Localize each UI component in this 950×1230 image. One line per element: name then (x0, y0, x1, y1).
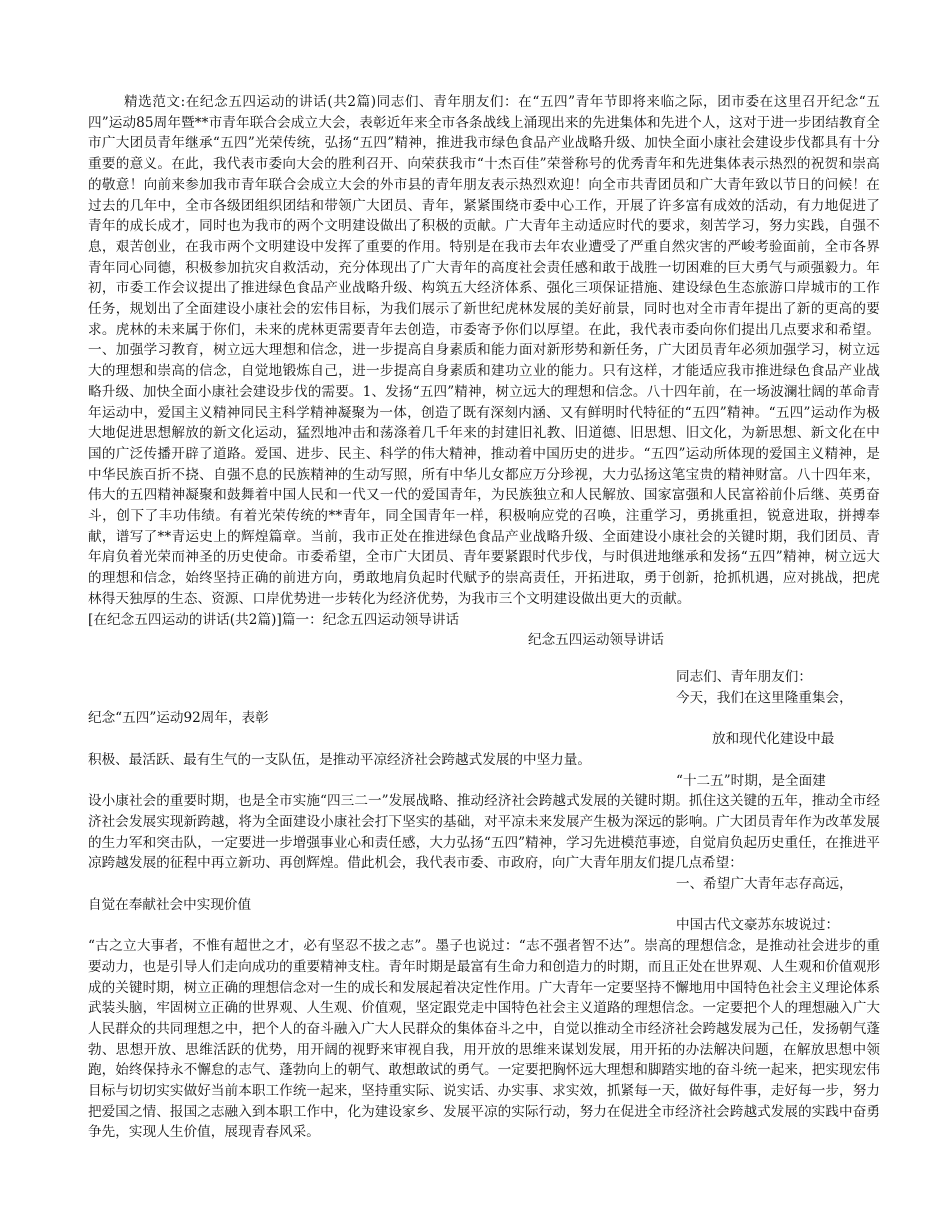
today-line: 今天，我们在这里隆重集会， (676, 689, 853, 706)
commemorate-line: 纪念“五四”运动92周年，表彰 (88, 710, 269, 727)
active-line: 积极、最活跃、最有生气的一支队伍，是推动平凉经济社会跨越式发展的中坚力量。 (88, 751, 591, 768)
five-year-paragraph: 设小康社会的重要时期，也是全市实施“四三二一”发展战略、推动经济社会跨越式发展的关键时期。抓住这关键的五年，推动全市经济社会发展实现新跨越，将为全面建设小康社会打下坚实的基础，对平凉未来发展产生极为深远的影响。广大团员青年作为改革发展的生力军和突击队，一定要进一步增强事业心和责任感，大力弘扬“五四”精神，学习先进模范事迹，自觉肩负起历史重任，在推进平凉跨越发展的征程中再立新功、再创辉煌。借此机会，我代表市委、市政府，向广大青年朋友们提几点希望： (88, 793, 880, 872)
five-year-line: “十二五”时期，是全面建 (676, 772, 826, 789)
ideal-paragraph: “古之立大事者，不惟有超世之才，必有坚忍不拔之志”。墨子也说过：“志不强者智不达”。崇高的理想信念，是推动社会进步的重要动力，也是引导人们走向成功的重要精神支柱。青年时期是最富有生命力和创造力的时期，而且正处在世界观、人生观和价值观形成的关键时期，树立正确的理想信念对一生的成长和发展起着决定性作用。广大青年一定要坚持不懈地用中国特色社会主义理论体系武装头脑，牢固树立正确的世界观、人生观、价值观，坚定跟党走中国特色社会主义道路的理想信念。一定要把个人的理想融入广大人民群众的共同理想之中，把个人的奋斗融入广大人民群众的集体奋斗之中，自觉以推动全市经济社会跨越发展为己任，发扬朝气蓬勃、思想开放、思维活跃的优势，用开阔的视野来审视自我，用开放的思维来谋划发展，用开拓的办法解决问题，在解放思想中领跑，始终保持永不懈怠的志气、蓬勃向上的朝气、敢想敢试的勇气。一定要把胸怀远大理想和脚踏实地的奋斗统一起来，把实现宏伟目标与切切实实做好当前本职工作统一起来，坚持重实际、说实话、办实事、求实效，抓紧每一天，做好每件事，走好每一步，努力把爱国之情、报国之志融入到本职工作中，化为建设家乡、发展平凉的实际行动，努力在促进全市经济社会跨越式发展的实践中奋勇争先，实现人生价值，展现青春风采。 (88, 938, 880, 1141)
value-line: 自觉在奉献社会中实现价值 (88, 896, 252, 913)
part-link[interactable]: [在纪念五四运动的讲话(共2篇)]篇一：纪念五四运动领导讲话 (88, 611, 460, 628)
spacer (88, 651, 880, 667)
reform-line: 放和现代化建设中最 (712, 731, 835, 748)
sudongpo-line: 中国古代文豪苏东坡说过： (676, 917, 840, 934)
document-page (88, 92, 880, 1143)
hope-one-line: 一、希望广大青年志存高远， (676, 876, 853, 893)
speech-title: 纪念五四运动领导讲话 (528, 632, 664, 649)
intro-paragraph: 精选范文:在纪念五四运动的讲话(共2篇)同志们、青年朋友们：在“五四”青年节即将来临之际，团市委在这里召开纪念“五四”运动85周年暨**市青年联合会成立大会，表彰近年来全市各条战线上涌现出来的先进集体和先进个人，这对于进一步团结教育全市广大团员青年继承“五四”光荣传统，弘扬“五四”精神，推进我市绿色食品产业战略升级、加快全面小康社会建设步伐都具有十分重要的意义。在此，我代表市委向大会的胜利召开、向荣获我市“十杰百佳”荣誉称号的优秀青年和先进集体表示热烈的祝贺和崇高的敬意！向前来参加我市青年联合会成立大会的外市县的青年朋友表示热烈欢迎！向全市共青团员和广大青年致以节日的问候！在过去的几年中，全市各级团组织团结和带领广大团员、青年，紧紧围绕市委中心工作，开展了许多富有成效的活动，有力地促进了青年的成长成才，同时也为我市的两个文明建设做出了积极的贡献。广大青年主动适应时代的要求，刻苦学习，努力实践，自强不息，艰苦创业，在我市两个文明建设中发挥了重要的作用。特别是在我市去年农业遭受了严重自然灾害的严峻考验面前，全市各界青年同心同德，积极参加抗灾自救活动，充分体现出了广大青年的高度社会责任感和敢于战胜一切困难的巨大勇气与顽强毅力。年初，市委工作会议提出了推进绿色食品产业战略升级、构筑五大经济体系、强化三项保证措施、建设绿色生态旅游口岸城市的工作任务，规划出了全面建设小康社会的宏伟目标，为我们展示了新世纪虎林发展的美好前景，同时也对全市青年提出了新的更高的要求。虎林的未来属于你们，未来的虎林更需要青年去创造，市委寄予你们以厚望。在此，我代表市委向你们提出几点要求和希望。一、加强学习教育，树立远大理想和信念，进一步提高自身素质和能力面对新形势和新任务，广大团员青年必须加强学习，树立远大的理想和崇高的信念，自觉地锻炼自己，进一步提高自身素质和建功立业的能力。只有这样，才能适应我市推进绿色食品产业战略升级、加快全面小康社会建设步伐的需要。1、发扬“五四”精神，树立远大的理想和信念。八十四年前，在一场波澜壮阔的革命青年运动中，爱国主义精神同民主科学精神凝聚为一体，创造了既有深刻内涵、又有鲜明时代特征的“五四”精神。“五四”运动作为极大地促进思想解放的新文化运动，猛烈地冲击和荡涤着几千年来的封建旧礼教、旧道德、旧思想、旧文化，为新思想、新文化在中国的广泛传播开辟了道路。爱国、进步、民主、科学的伟大精神，推动着中国历史的进步。“五四”运动所体现的爱国主义精神，是中华民族百折不挠、自强不息的民族精神的生动写照，所有中华儿女都应万分珍视，大力弘扬这笔宝贵的精神财富。八十四年来，伟大的五四精神凝聚和鼓舞着中国人民和一代又一代的爱国青年，为民族独立和人民解放、国家富强和人民富裕前仆后继、英勇奋斗，创下了丰功伟绩。有着光荣传统的**青年，同全国青年一样，积极响应党的召唤，注重学习，勇挑重担，锐意进取，拼搏奉献，谱写了**青运史上的辉煌篇章。当前，我市正处在推进绿色食品产业战略升级、全面建设小康社会的关键时期，我们团员、青年肩负着光荣而神圣的历史使命。市委希望，全市广大团员、青年要紧跟时代步伐，与时俱进地继承和发扬“五四”精神，树立远大的理想和信念，始终坚持正确的前进方向，勇敢地肩负起时代赋予的崇高责任，开拓进取，勇于创新，抢抓机遇，应对挑战，把虎林得天独厚的生态、资源、口岸优势进一步转化为经济优势，为我市三个文明建设做出更大的贡献。 (88, 94, 880, 607)
greeting-line: 同志们、青年朋友们： (676, 668, 812, 685)
